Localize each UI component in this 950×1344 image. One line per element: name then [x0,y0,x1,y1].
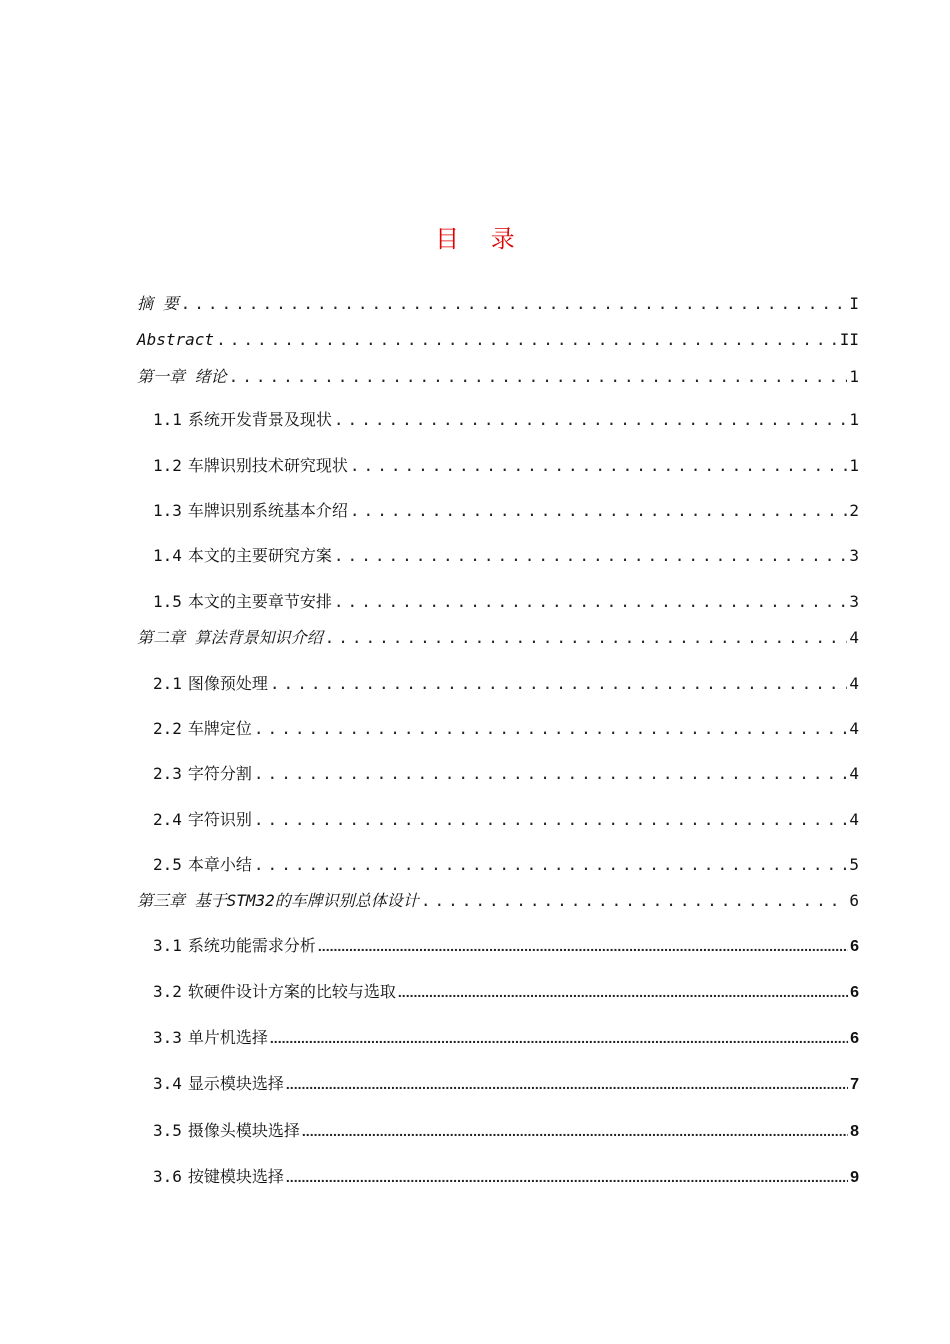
toc-entry-number: 2.5 [153,855,182,874]
toc-entry-number: 3.4 [153,1074,182,1093]
toc-entry-page: 9 [850,1169,859,1186]
toc-entry-1-5[interactable] [153,591,859,613]
toc-entry-label: 摄像头模块选择 [187,1121,300,1140]
toc-entry-page: 6 [850,938,859,955]
toc-entry-number: 3.2 [153,982,182,1001]
toc-entry-abstract-cn[interactable] [137,293,859,315]
toc-entry-1-3[interactable] [153,500,859,522]
toc-entry-label: Abstract [137,330,215,349]
toc-entry-label: 车牌定位 [187,719,252,738]
toc-entry-abstract-en[interactable] [137,329,859,351]
toc-entry-page: I [849,294,859,313]
toc-entry-page: 4 [849,628,859,647]
toc-entry-label: 摘 要 [137,294,179,313]
toc-entry-number: 3.5 [153,1121,182,1140]
dot-leader [254,763,847,785]
toc-entry-number: 1.1 [153,410,182,429]
toc-entry-number: 3.1 [153,936,182,955]
dot-leader [398,981,848,1003]
toc-entry-label: 显示模块选择 [187,1074,284,1093]
toc-title: 目 录 [435,225,527,253]
toc-entry-page: 6 [849,891,859,910]
toc-entry-2-2[interactable] [153,718,859,740]
toc-entry-1-4[interactable] [153,545,859,567]
toc-entry-number: 2.3 [153,764,182,783]
toc-entry-chapter-1[interactable] [137,366,859,388]
toc-entry-3-6[interactable] [153,1166,859,1189]
toc-entry-page: 6 [850,984,859,1001]
toc-entry-label: 系统功能需求分析 [187,936,316,955]
toc-entry-2-5[interactable] [153,854,859,876]
toc-entry-label: 第三章 基于STM32的车牌识别总体设计 [137,891,419,910]
dot-leader [270,673,847,695]
toc-entry-page: 5 [849,855,859,874]
toc-entry-chapter-3[interactable] [137,890,859,912]
toc-entry-label: 车牌识别技术研究现状 [187,456,348,475]
dot-leader [325,627,848,649]
toc-entry-label: 字符分割 [187,764,252,783]
toc-entry-3-5[interactable] [153,1120,859,1143]
toc-entry-number: 1.3 [153,501,182,520]
toc-entry-number: 2.2 [153,719,182,738]
toc-entry-3-3[interactable] [153,1027,859,1050]
toc-entry-page: 4 [849,764,859,783]
toc-entry-page: 8 [850,1123,859,1140]
dot-leader [350,455,847,477]
toc-entry-2-4[interactable] [153,809,859,831]
dot-leader [254,809,847,831]
toc-entry-page: 3 [849,546,859,565]
toc-entry-page: 4 [849,810,859,829]
dot-leader [254,854,847,876]
toc-entry-page: 2 [849,501,859,520]
toc-entry-label: 车牌识别系统基本介绍 [187,501,348,520]
toc-entry-label: 字符识别 [187,810,252,829]
toc-entry-1-2[interactable] [153,455,859,477]
toc-entry-page: 7 [850,1076,859,1093]
dot-leader [334,545,847,567]
toc-entry-label: 软硬件设计方案的比较与选取 [187,982,396,1001]
toc-entry-3-4[interactable] [153,1073,859,1096]
dot-leader [286,1073,848,1095]
toc-entry-chapter-2[interactable] [137,627,859,649]
toc-entry-label: 按键模块选择 [187,1167,284,1186]
toc-entry-label: 本文的主要研究方案 [187,546,332,565]
dot-leader [334,591,847,613]
toc-entry-3-2[interactable] [153,981,859,1004]
toc-entry-3-1[interactable] [153,935,859,958]
dot-leader [421,890,848,912]
toc-entry-1-1[interactable] [153,409,859,431]
dot-leader [302,1120,848,1142]
dot-leader [318,935,848,957]
toc-entry-label: 本文的主要章节安排 [187,592,332,611]
dot-leader [216,329,838,351]
toc-entry-label: 本章小结 [187,855,252,874]
dot-leader [350,500,847,522]
toc-entry-number: 2.4 [153,810,182,829]
toc-entry-page: 6 [850,1030,859,1047]
toc-entry-page: 3 [849,592,859,611]
dot-leader [286,1166,848,1188]
toc-entry-label: 图像预处理 [187,674,268,693]
toc-entry-page: 1 [849,410,859,429]
dot-leader [254,718,847,740]
toc-entry-number: 3.3 [153,1028,182,1047]
toc-entry-label: 系统开发背景及现状 [187,410,332,429]
dot-leader [181,293,848,315]
dot-leader [334,409,847,431]
toc-entry-page: II [839,330,859,349]
toc-entry-label: 第二章 算法背景知识介绍 [137,628,323,647]
toc-entry-page: 1 [849,367,859,386]
toc-entry-label: 第一章 绪论 [137,367,227,386]
toc-entry-page: 4 [849,674,859,693]
toc-entry-number: 2.1 [153,674,182,693]
toc-entry-2-1[interactable] [153,673,859,695]
dot-leader [270,1027,848,1049]
toc-entry-number: 3.6 [153,1167,182,1186]
toc-entry-number: 1.5 [153,592,182,611]
toc-entry-number: 1.4 [153,546,182,565]
toc-entry-2-3[interactable] [153,763,859,785]
toc-entry-label: 单片机选择 [187,1028,268,1047]
toc-entry-page: 4 [849,719,859,738]
toc-entry-page: 1 [849,456,859,475]
toc-entry-number: 1.2 [153,456,182,475]
dot-leader [229,366,848,388]
